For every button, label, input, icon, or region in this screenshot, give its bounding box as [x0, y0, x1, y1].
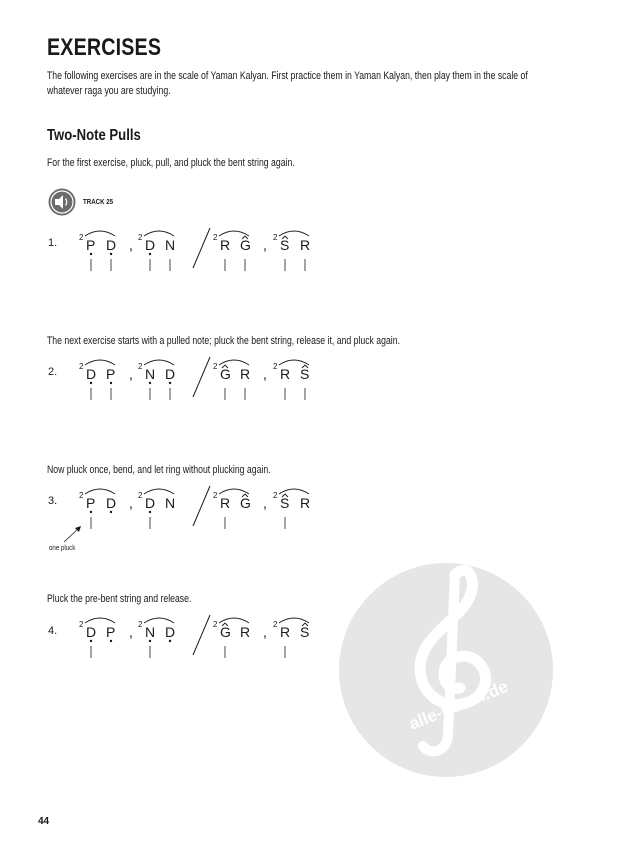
one-pluck-annotation: one pluck: [49, 543, 76, 552]
bend-mark: 2: [138, 362, 143, 371]
exercise-1-instruction: For the first exercise, pluck, pull, and pluck the bent string again.: [47, 157, 295, 169]
bend-mark: 2: [273, 491, 278, 500]
note-group: [138, 360, 175, 400]
lower-octave-dot: [110, 640, 112, 642]
slur-arc: [144, 618, 174, 623]
separator-comma: ,: [263, 624, 267, 640]
bend-mark: 2: [79, 620, 84, 629]
separator-comma: ,: [129, 237, 133, 253]
exercise-number-4: 4.: [48, 625, 58, 637]
slur-arc: [144, 489, 174, 494]
exercise-row-4: [79, 615, 309, 658]
note-group: [138, 231, 175, 271]
section-heading: Two-Note Pulls: [47, 127, 141, 144]
note-group: [79, 618, 115, 658]
note-group: [273, 360, 309, 400]
sargam-note: D: [145, 495, 156, 511]
bend-mark: 2: [213, 233, 218, 242]
sargam-note: R: [280, 366, 291, 382]
lower-octave-dot: [110, 382, 112, 384]
bend-mark: 2: [79, 362, 84, 371]
note-group: [213, 618, 250, 658]
slur-arc: [279, 618, 309, 623]
lower-octave-dot: [110, 511, 112, 513]
exercise-4-instruction: Pluck the pre-bent string and release.: [47, 593, 192, 605]
arrow-line: [64, 528, 79, 542]
sargam-note: R: [300, 495, 311, 511]
slur-arc: [219, 231, 249, 236]
sargam-note: R: [240, 366, 251, 382]
slur-arc: [85, 231, 115, 236]
bend-mark: 2: [273, 620, 278, 629]
slur-arc: [144, 360, 174, 365]
watermark-text: alle-noten.de: [406, 676, 511, 734]
bend-mark: 2: [79, 233, 84, 242]
page-title: EXERCISES: [47, 34, 162, 61]
note-group: [213, 360, 250, 400]
sargam-note: D: [86, 366, 97, 382]
note-group: [79, 360, 115, 400]
bend-mark: 2: [138, 620, 143, 629]
lower-octave-dot: [149, 640, 151, 642]
lower-octave-dot: [90, 640, 92, 642]
note-group: [213, 489, 251, 529]
note-group: [79, 489, 116, 529]
exercise-3-instruction: Now pluck once, bend, and let ring without plucking again.: [47, 464, 271, 476]
one-pluck-arrow: [60, 524, 90, 546]
bend-mark: 2: [138, 491, 143, 500]
sargam-note: R: [220, 237, 231, 253]
exercise-row-2: [79, 357, 309, 400]
exercise-2-instruction: The next exercise starts with a pulled note; pluck the bent string, release it, and pluck again.: [47, 335, 400, 347]
bend-mark: 2: [213, 620, 218, 629]
sargam-note: N: [165, 495, 176, 511]
note-group: [138, 489, 175, 529]
sargam-note: D: [86, 624, 97, 640]
bend-mark: 2: [79, 491, 84, 500]
lower-octave-dot: [169, 640, 171, 642]
slur-arc: [85, 618, 115, 623]
sargam-note: D: [106, 237, 117, 253]
exercise-number-3: 3.: [48, 495, 58, 507]
sargam-note: P: [106, 366, 116, 382]
note-group: [138, 618, 175, 658]
phrase-divider: [193, 357, 210, 397]
sargam-note: G: [220, 624, 231, 640]
sargam-note: R: [240, 624, 251, 640]
lower-octave-dot: [149, 511, 151, 513]
note-group: [79, 231, 116, 271]
phrase-divider: [193, 615, 210, 655]
sargam-note: G: [240, 495, 251, 511]
sargam-note: D: [165, 624, 176, 640]
sargam-note: P: [86, 495, 96, 511]
sargam-note: N: [165, 237, 176, 253]
sargam-note: S: [300, 624, 310, 640]
sargam-note: R: [300, 237, 311, 253]
exercise-row-1: [79, 228, 310, 271]
slur-arc: [85, 360, 115, 365]
slur-arc: [219, 489, 249, 494]
separator-comma: ,: [263, 495, 267, 511]
note-group: [213, 231, 251, 271]
sargam-note: S: [280, 237, 290, 253]
bend-mark: 2: [138, 233, 143, 242]
page-number: 44: [38, 816, 50, 827]
sargam-note: R: [220, 495, 231, 511]
sargam-note: S: [280, 495, 290, 511]
lower-octave-dot: [90, 382, 92, 384]
bend-mark: 2: [213, 491, 218, 500]
intro-paragraph-line-1: The following exercises are in the scale of Yaman Kalyan. First practice them in Yaman Kalyan, then play them in the scale of: [47, 70, 528, 82]
exercise-row-3: [79, 486, 310, 529]
lower-octave-dot: [149, 253, 151, 255]
lower-octave-dot: [149, 382, 151, 384]
slur-arc: [144, 231, 174, 236]
slur-arc: [85, 489, 115, 494]
bend-mark: 2: [273, 362, 278, 371]
slur-arc: [219, 618, 249, 623]
separator-comma: ,: [263, 237, 267, 253]
separator-comma: ,: [129, 495, 133, 511]
slur-arc: [279, 360, 309, 365]
note-group: [273, 489, 310, 529]
sargam-note: R: [280, 624, 291, 640]
sargam-note: D: [165, 366, 176, 382]
slur-arc: [219, 360, 249, 365]
lower-octave-dot: [90, 511, 92, 513]
separator-comma: ,: [129, 366, 133, 382]
separator-comma: ,: [263, 366, 267, 382]
slur-arc: [279, 489, 309, 494]
track-label: TRACK 25: [83, 197, 114, 206]
exercise-number-1: 1.: [48, 237, 58, 249]
lower-octave-dot: [90, 253, 92, 255]
sargam-note: G: [220, 366, 231, 382]
note-group: [273, 618, 309, 658]
sargam-note: G: [240, 237, 251, 253]
sargam-note: P: [106, 624, 116, 640]
exercise-number-2: 2.: [48, 366, 58, 378]
lower-octave-dot: [110, 253, 112, 255]
slur-arc: [279, 231, 309, 236]
phrase-divider: [193, 486, 210, 526]
sargam-note: N: [145, 366, 156, 382]
phrase-divider: [193, 228, 210, 268]
sargam-note: S: [300, 366, 310, 382]
note-group: [273, 231, 310, 271]
sargam-note: N: [145, 624, 156, 640]
sargam-note: D: [145, 237, 156, 253]
sargam-note: D: [106, 495, 117, 511]
sargam-note: P: [86, 237, 96, 253]
lower-octave-dot: [169, 382, 171, 384]
bend-mark: 2: [273, 233, 278, 242]
separator-comma: ,: [129, 624, 133, 640]
intro-paragraph-line-2: whatever raga you are studying.: [47, 85, 171, 97]
bend-mark: 2: [213, 362, 218, 371]
